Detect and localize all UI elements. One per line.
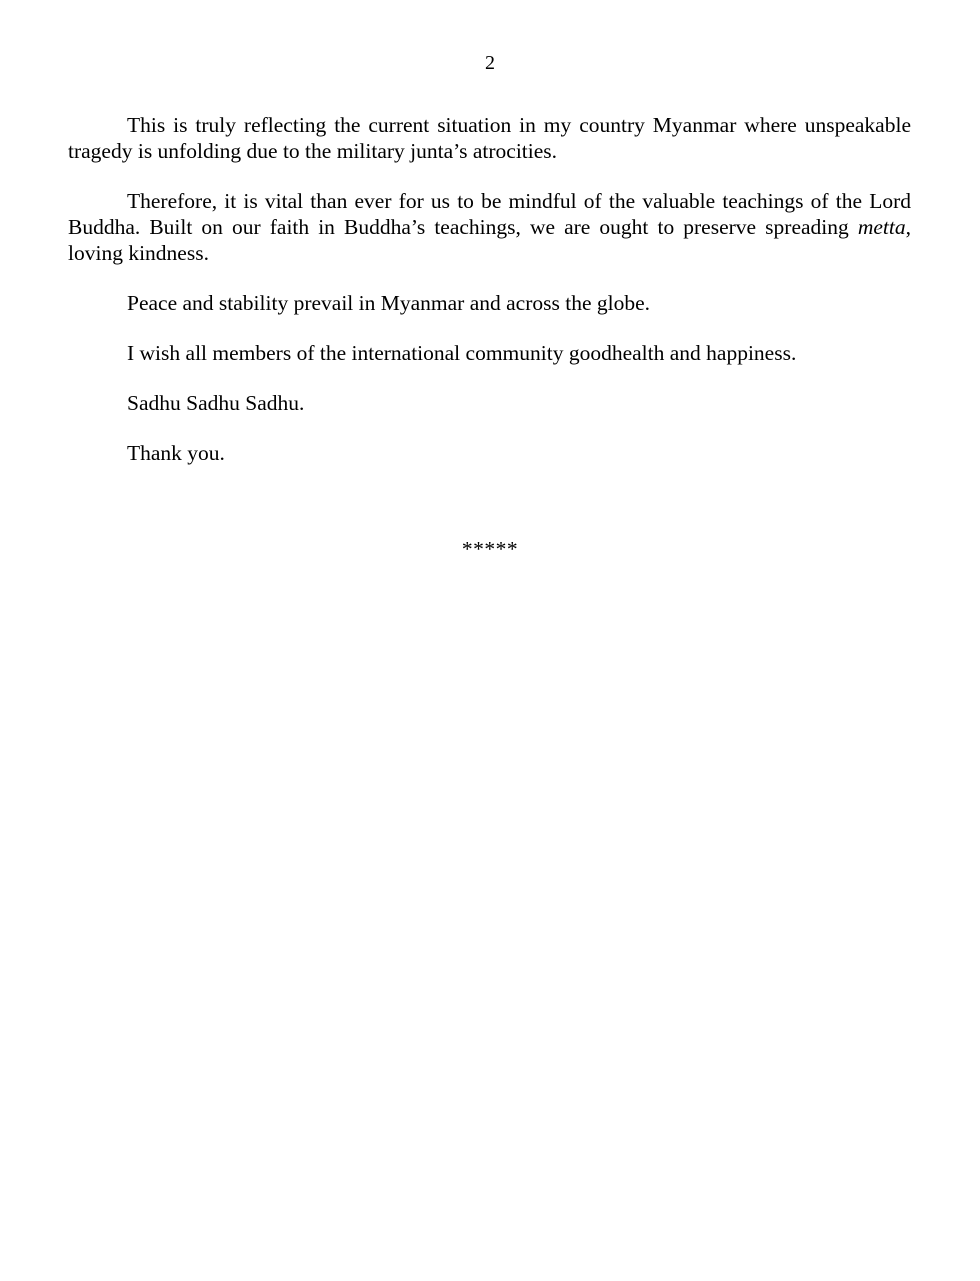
paragraph-good-wishes: I wish all members of the international community goodhealth and happiness.: [127, 341, 797, 365]
paragraph-buddha-teachings: [68, 188, 911, 266]
paragraph-peace-stability: Peace and stability prevail in Myanmar and across the globe.: [127, 291, 651, 315]
italic-term-metta: metta: [857, 215, 906, 239]
paragraph-myanmar-situation: This is truly reflecting the current situation in my country Myanmar where unspeakable tragedy is unfolding due to the military junta’s atrocities.: [68, 113, 911, 163]
end-of-document-mark: *****: [461, 537, 519, 561]
paragraph-sadhu: Sadhu Sadhu Sadhu.: [127, 391, 305, 415]
paragraph-text-start: Therefore, it is vital than ever for us to be mindful of the valuable teachings of the Lord Buddha. Built on our faith in Buddha’s teachings, we are ought to preserve spreading: [68, 189, 911, 239]
paragraph-thank-you: Thank you.: [127, 441, 225, 465]
document-body: [68, 112, 911, 490]
paragraph-text-end: , loving kindness.: [68, 215, 911, 265]
page-number: 2: [485, 52, 495, 74]
